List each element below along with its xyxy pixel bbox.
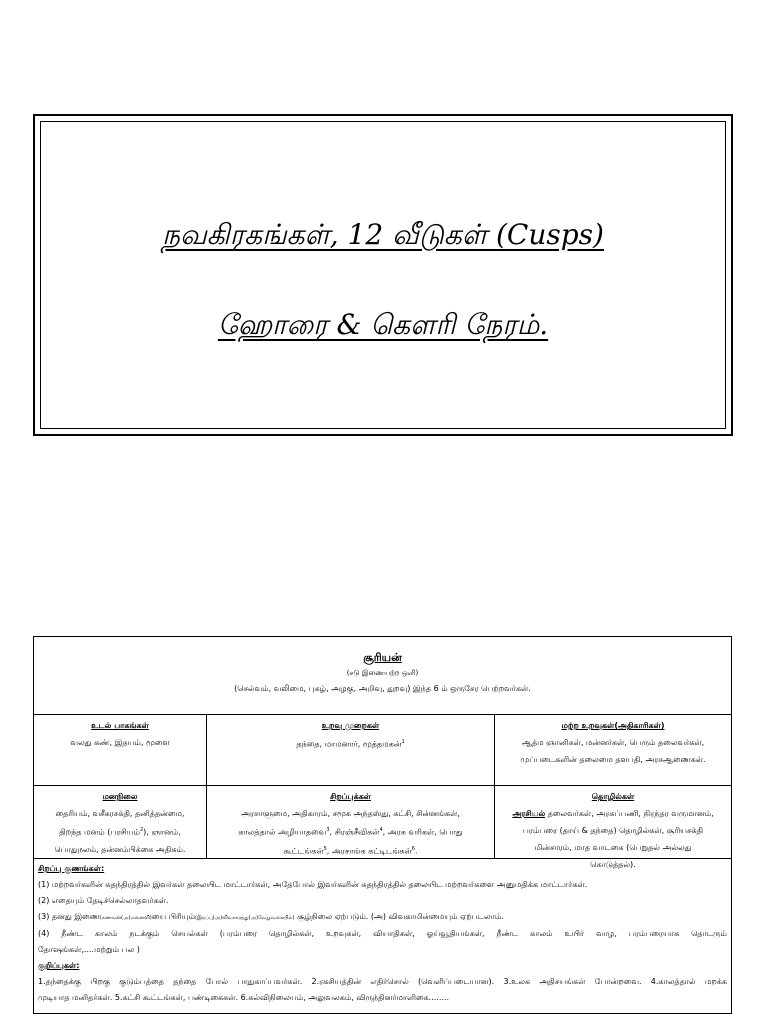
specialities-line-3: கூட்டங்கள்$^5$, அரசாங்க கட்டிடங்கள்$^6$. xyxy=(283,845,418,856)
trait-4: (4) நீண்ட காலம் நடக்கும் செயல்கள் (பரம்பரை தொழில்கள், உறவுகள், வியாதிகள், ஓய்வூதியங்கள், நீண்ட காலம் உயிர் வாழ, பரம்பரையாக தொடரும் xyxy=(38,929,727,938)
mind-line-3: பொதுநலம், தன்னம்பிக்கை அதிகம். xyxy=(54,844,186,854)
notes-line-1: 1.தந்தைக்கு பிறகு குடும்பத்தை தந்தை போல் பாதுகாப்பவர்கள். 2.ரகசியத்தின் எதிர்சொல் (வெளிப்படையான). 3.உலக அதிசயங்கள் போன்றவை. 4.காலத்தால் மறக்க xyxy=(38,977,727,986)
footnote-ref-6: 6 xyxy=(411,845,415,852)
occupations-heading: தொழில்கள் xyxy=(591,792,635,801)
sun-table xyxy=(33,636,732,1014)
other-relations-heading: மற்ற உறவுகள்(அதிகாரிகள்) xyxy=(561,721,665,730)
trait-2: (2) எதையும் தேடிச்செல்லாதவர்கள். xyxy=(38,896,169,905)
title-box-outer xyxy=(33,114,733,436)
mind-cell xyxy=(34,786,207,858)
sun-row-4 xyxy=(34,859,731,1013)
other-relations-cell xyxy=(495,715,731,785)
occupations-line-4: கொடுத்தல்). xyxy=(590,860,636,869)
occupations-line-1: அரசியல் தலைவர்கள், அரசுப்பணி, நிரந்தர வருமானம், xyxy=(512,809,714,818)
occupations-line-2: பரம்பரை (தாய் & தந்தை) தொழில்கள், சூரியசக்தி xyxy=(522,826,704,835)
trait-1: (1) மற்றவர்களின் சுதந்திரத்தில் இவர்கள் தலையிட மாட்டார்கள், அதேபோல் இவர்களின் சுதந்திரத்தில் தலையிட மற்றவர்களை அனுமதிக்க மாட்டார்கள். xyxy=(38,880,588,889)
page-title-line-2: ஹோரை & கௌரி நேரம். xyxy=(217,308,549,341)
mind-heading: மனநிலை xyxy=(102,792,138,801)
relations-heading: உறவு முறைகள் xyxy=(321,721,380,730)
other-relations-line-2: முப்படைகளின் தலைமை தளபதி, அரசஆணைகள். xyxy=(520,755,706,764)
occupations-line-3: மின்சாரம், மாத வாடகை (பெறுதல் அல்லது xyxy=(534,843,692,852)
sun-heading: சூரியன் xyxy=(363,651,402,664)
page-title-line-1: நவகிரகங்கள், 12 வீடுகள் (Cusps) xyxy=(162,218,604,251)
body-parts-text: வலது கண், இதயம், மூளை xyxy=(70,738,170,747)
title-box-inner xyxy=(40,121,726,429)
body-parts-cell xyxy=(34,715,207,785)
body-parts-heading: உடல் பாகங்கள் xyxy=(91,721,149,730)
mind-line-1: தைரியம், வசீகரசக்தி, தனித்தன்மை, xyxy=(55,809,185,818)
footnote-ref-1: 1 xyxy=(401,739,405,745)
specialities-cell xyxy=(207,786,495,858)
sun-row-2 xyxy=(34,715,731,786)
footnote-ref-4: 4 xyxy=(379,827,383,833)
traits-and-notes xyxy=(34,859,731,1006)
footnote-ref-2: 2 xyxy=(139,827,144,833)
trait-4-continued: தோஷங்கள்,....மற்றும் பல ) xyxy=(38,945,140,954)
specialities-line-2: காலத்தால் அழியாதவை$^3$, சிரஞ்சீவிகள்$^4$, அரசு வரிகள், பொது xyxy=(238,827,463,837)
notes-heading: குறிப்புகள்: xyxy=(38,961,80,970)
mind-line-2: திறந்த மனம் (பரசியம்$^2$), ஞானம், xyxy=(59,827,181,837)
footnote-ref-5: 5 xyxy=(323,845,327,852)
sun-heading-row xyxy=(34,637,731,715)
trait-3: (3) தனது இணை(கணவன்(அ)மனைவி)யை பிரியும்(இறப்பு(அ)விவாகரத்து(அ)வேறுவகையில்) சூழ்நிலை ஏற்படும். (அ) விவகாமின்மையும் ஏற்படலாம். xyxy=(38,912,504,921)
occupations-cell xyxy=(495,786,731,869)
sun-subtitle: (சடு இணையற்ற ஒளி) xyxy=(346,669,419,677)
footnote-ref-3: 3 xyxy=(326,827,330,833)
specialities-line-1: அரசாளுமை, அதிகாரம், சமூக அந்தஸ்து, கட்சி, சின்னங்கள், xyxy=(241,809,460,818)
sun-qualities: (செல்வம், வலிமை, புகழ், அழகு, அறிவு, துறவு) இந்த 6 ம் ஒருசேர பெற்றவர்கள். xyxy=(234,684,531,693)
sun-heading-block xyxy=(34,637,731,697)
relations-cell xyxy=(207,715,495,785)
specialities-heading: சிறப்புக்கள் xyxy=(329,792,372,801)
notes-line-2: முடியாத மனிதர்கள். 5.கட்சி கூட்டங்கள், பண்டிகைகள். 6.கல்விநிலையம், அலுவலகம், விருந்தினர்மாளிகை........ xyxy=(38,993,449,1002)
other-relations-line-1: ஆத்ம ஞானிகள், மன்னர்கள், பெரும் தலைவர்கள், xyxy=(521,738,705,747)
relations-text: தந்தை, மாமனார், மூத்தமகன் xyxy=(296,739,402,749)
special-traits-heading: சிறப்பு குணங்கள்: xyxy=(38,864,105,873)
